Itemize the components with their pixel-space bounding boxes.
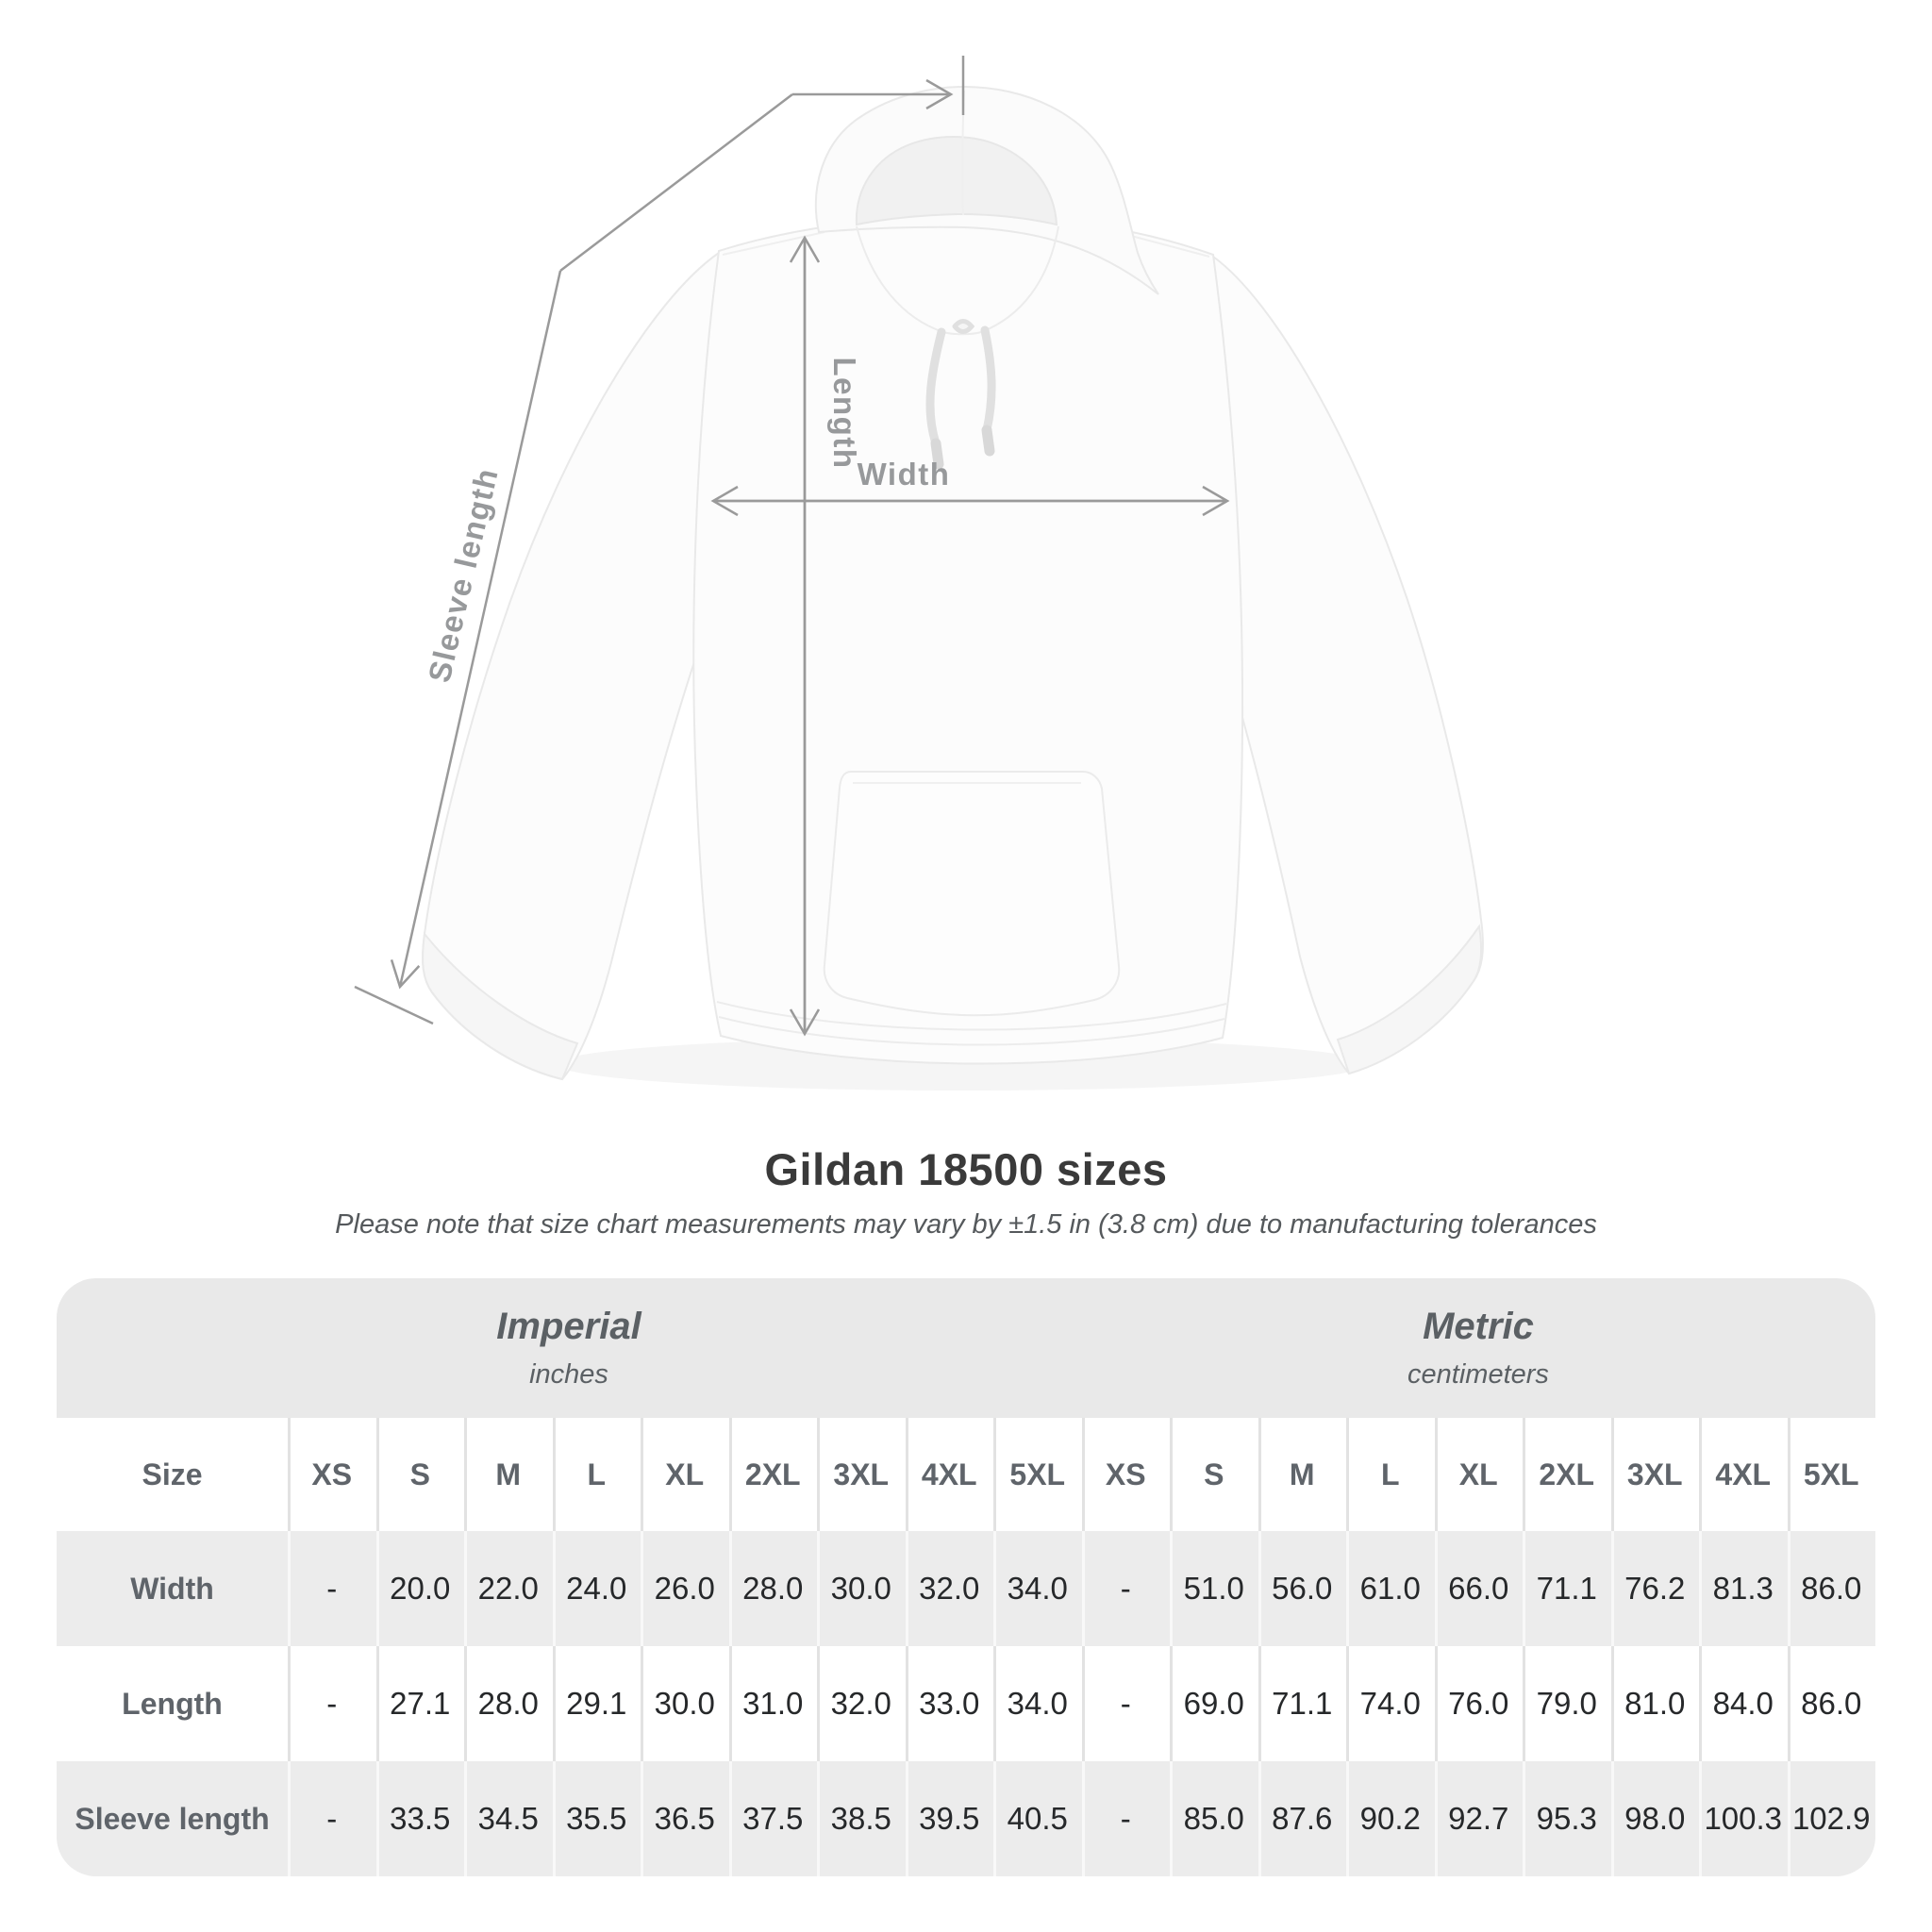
size-header-row: [57, 1418, 1875, 1531]
value-cell-metric: 51.0: [1170, 1531, 1258, 1646]
size-column-header-metric-xs: XS: [1082, 1418, 1171, 1531]
value-cell-imperial: 37.5: [729, 1761, 818, 1876]
size-column-header-metric-m: M: [1258, 1418, 1347, 1531]
size-column-header-imperial-s: S: [376, 1418, 465, 1531]
value-cell-metric: -: [1082, 1531, 1171, 1646]
size-column-header-imperial-xl: XL: [641, 1418, 729, 1531]
value-cell-metric: 95.3: [1523, 1761, 1611, 1876]
size-column-header-metric-5xl: 5XL: [1788, 1418, 1876, 1531]
value-cell-imperial: -: [288, 1646, 376, 1761]
value-cell-metric: -: [1082, 1761, 1171, 1876]
value-cell-imperial: 29.1: [553, 1646, 641, 1761]
value-cell-metric: 100.3: [1699, 1761, 1788, 1876]
value-cell-imperial: 24.0: [553, 1531, 641, 1646]
value-cell-metric: 76.0: [1435, 1646, 1524, 1761]
value-cell-metric: 61.0: [1346, 1531, 1435, 1646]
value-cell-imperial: 34.0: [993, 1531, 1082, 1646]
value-cell-metric: 71.1: [1258, 1646, 1347, 1761]
size-column-header-imperial-4xl: 4XL: [906, 1418, 994, 1531]
measurement-row-sleeve-length: [57, 1761, 1875, 1876]
value-cell-metric: 74.0: [1346, 1646, 1435, 1761]
size-column-header-metric-3xl: 3XL: [1611, 1418, 1700, 1531]
value-cell-metric: 81.0: [1611, 1646, 1700, 1761]
value-cell-metric: 79.0: [1523, 1646, 1611, 1761]
value-cell-metric: 84.0: [1699, 1646, 1788, 1761]
sleeve-length-measure-label: Sleeve length: [421, 464, 505, 686]
value-cell-imperial: 30.0: [641, 1646, 729, 1761]
size-column-header-metric-s: S: [1170, 1418, 1258, 1531]
value-cell-imperial: 22.0: [464, 1531, 553, 1646]
value-cell-imperial: 32.0: [817, 1646, 906, 1761]
hoodie-garment: [423, 87, 1483, 1079]
hoodie-left-sleeve: [423, 253, 724, 1079]
page-title: Gildan 18500 sizes: [764, 1144, 1168, 1194]
value-cell-imperial: 31.0: [729, 1646, 818, 1761]
value-cell-metric: 86.0: [1788, 1646, 1876, 1761]
hoodie-pocket: [824, 772, 1119, 1015]
value-cell-metric: 76.2: [1611, 1531, 1700, 1646]
value-cell-metric: 71.1: [1523, 1531, 1611, 1646]
imperial-label: Imperial: [496, 1306, 641, 1347]
value-cell-metric: 85.0: [1170, 1761, 1258, 1876]
measurement-row-label: Length: [122, 1686, 223, 1721]
value-cell-metric: 98.0: [1611, 1761, 1700, 1876]
sleeve-bottom-tick: [355, 987, 433, 1024]
value-cell-imperial: 33.0: [906, 1646, 994, 1761]
value-cell-imperial: 40.5: [993, 1761, 1082, 1876]
value-cell-imperial: 34.0: [993, 1646, 1082, 1761]
value-cell-imperial: 27.1: [376, 1646, 465, 1761]
tolerance-note: Please note that size chart measurements may vary by ±1.5 in (3.8 cm) due to manufacturing tolerances: [335, 1209, 1597, 1240]
measurement-row-width: [57, 1531, 1875, 1646]
size-column-header-metric-2xl: 2XL: [1523, 1418, 1611, 1531]
value-cell-metric: -: [1082, 1646, 1171, 1761]
imperial-unit-label: inches: [529, 1359, 608, 1390]
size-column-header-metric-xl: XL: [1435, 1418, 1524, 1531]
size-column-header-imperial-l: L: [553, 1418, 641, 1531]
metric-unit-header: [1081, 1278, 1875, 1418]
length-measure-label: Length: [827, 357, 862, 470]
size-row-label: Size: [142, 1457, 203, 1491]
value-cell-imperial: 26.0: [641, 1531, 729, 1646]
value-cell-metric: 56.0: [1258, 1531, 1347, 1646]
size-column-header-imperial-m: M: [464, 1418, 553, 1531]
size-column-header-imperial-xs: XS: [288, 1418, 376, 1531]
value-cell-metric: 90.2: [1346, 1761, 1435, 1876]
size-column-header-metric-l: L: [1346, 1418, 1435, 1531]
value-cell-imperial: 36.5: [641, 1761, 729, 1876]
value-cell-metric: 66.0: [1435, 1531, 1524, 1646]
imperial-unit-header: [57, 1278, 1081, 1418]
measurement-rows: [57, 1531, 1875, 1876]
value-cell-imperial: 38.5: [817, 1761, 906, 1876]
value-cell-imperial: 35.5: [553, 1761, 641, 1876]
measurement-row-length: [57, 1646, 1875, 1761]
size-column-header-imperial-2xl: 2XL: [729, 1418, 818, 1531]
value-cell-metric: 86.0: [1788, 1531, 1876, 1646]
value-cell-imperial: 28.0: [464, 1646, 553, 1761]
metric-unit-label: centimeters: [1407, 1359, 1549, 1390]
size-column-header-imperial-5xl: 5XL: [993, 1418, 1082, 1531]
value-cell-imperial: 39.5: [906, 1761, 994, 1876]
value-cell-imperial: 32.0: [906, 1531, 994, 1646]
measurement-row-label: Sleeve length: [75, 1801, 270, 1836]
value-cell-imperial: 28.0: [729, 1531, 818, 1646]
value-cell-imperial: -: [288, 1761, 376, 1876]
unit-header-band: [57, 1278, 1875, 1418]
value-cell-imperial: -: [288, 1531, 376, 1646]
value-cell-metric: 69.0: [1170, 1646, 1258, 1761]
value-cell-metric: 102.9: [1788, 1761, 1876, 1876]
width-measure-label: Width: [857, 457, 951, 491]
measurement-row-label: Width: [130, 1571, 214, 1606]
size-column-header-imperial-3xl: 3XL: [817, 1418, 906, 1531]
value-cell-metric: 81.3: [1699, 1531, 1788, 1646]
value-cell-imperial: 34.5: [464, 1761, 553, 1876]
value-cell-imperial: 33.5: [376, 1761, 465, 1876]
value-cell-metric: 87.6: [1258, 1761, 1347, 1876]
value-cell-imperial: 20.0: [376, 1531, 465, 1646]
size-table: [57, 1278, 1875, 1876]
size-column-header-metric-4xl: 4XL: [1699, 1418, 1788, 1531]
metric-label: Metric: [1423, 1306, 1534, 1347]
value-cell-imperial: 30.0: [817, 1531, 906, 1646]
value-cell-metric: 92.7: [1435, 1761, 1524, 1876]
